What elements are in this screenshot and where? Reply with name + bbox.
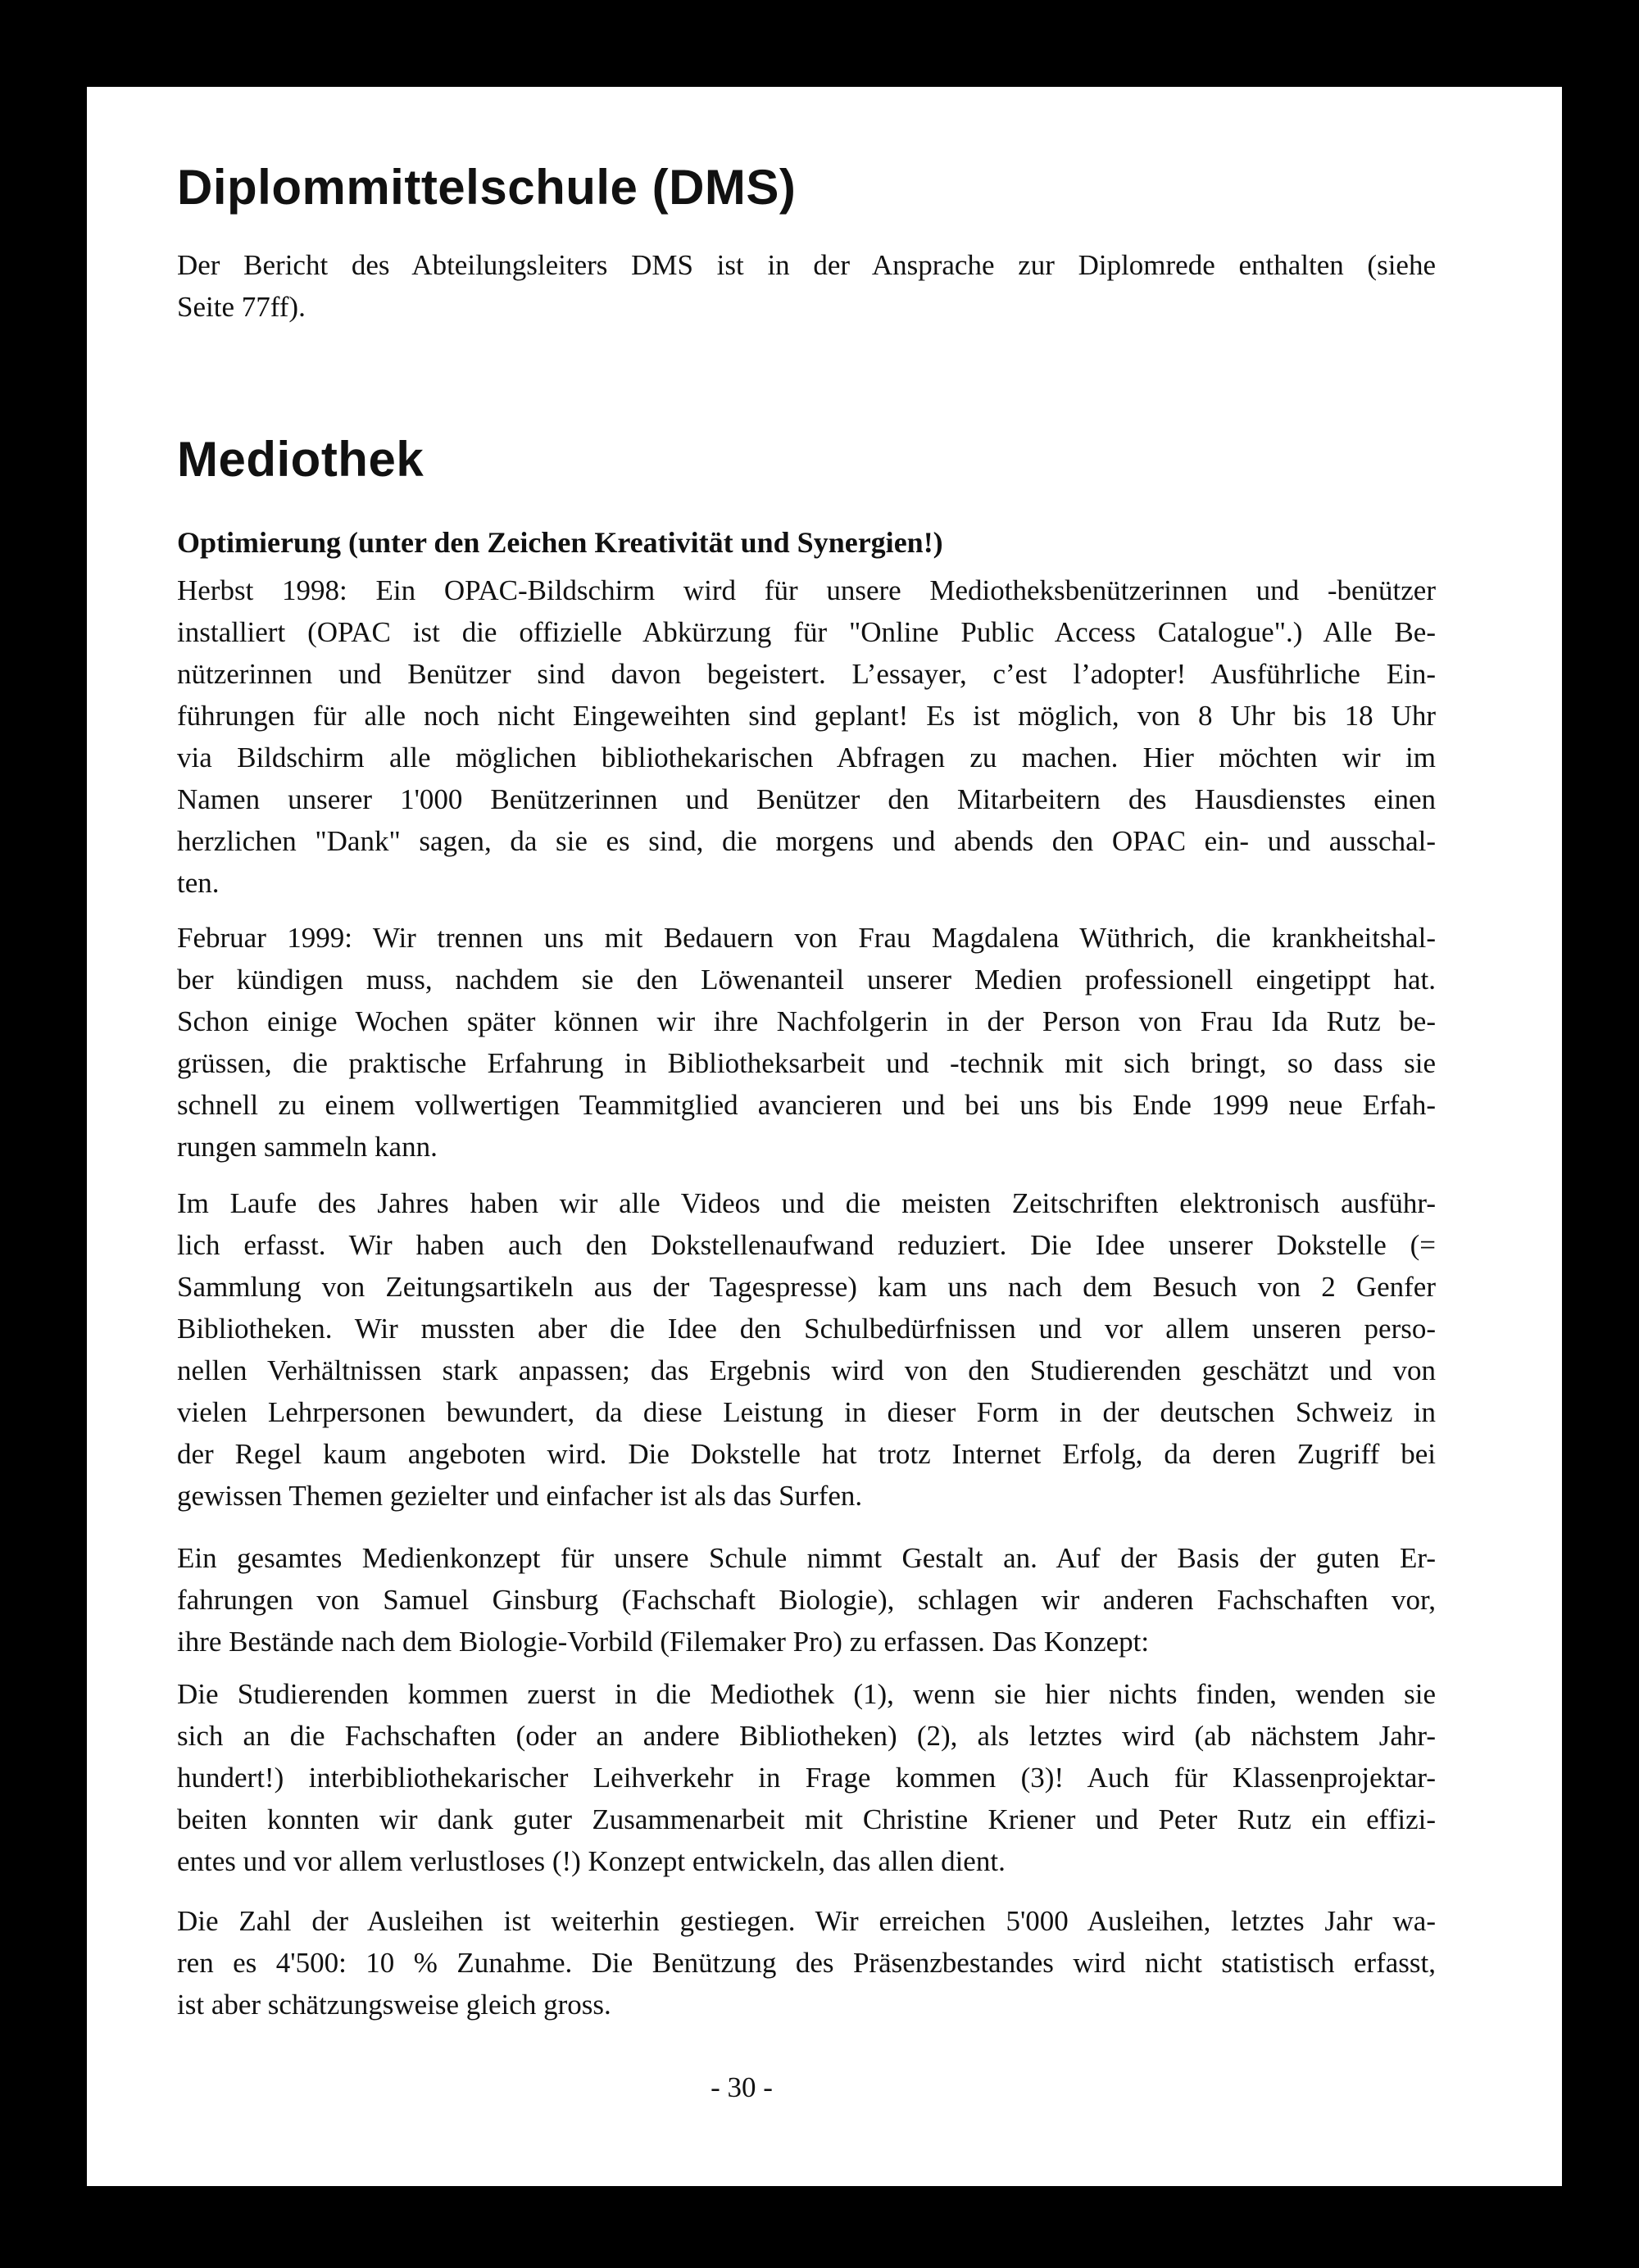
text-line: Schon einige Wochen später können wir ihre Nachfolgerin in der Person von Frau Ida Rutz be- xyxy=(177,1005,1436,1037)
paragraph-studierende xyxy=(177,1673,1436,1882)
paragraph-medienkonzept xyxy=(177,1537,1436,1662)
text-line: hundert!) interbibliothekarischer Leihverkehr in Frage kommen (3)! Auch für Klassenprojektar- xyxy=(177,1762,1436,1794)
text-line: installiert (OPAC ist die offizielle Abkürzung für "Online Public Access Catalogue".) Alle Be- xyxy=(177,616,1436,648)
text-line: Herbst 1998: Ein OPAC-Bildschirm wird für unsere Mediotheksbenützerinnen und -benützer xyxy=(177,574,1436,606)
text-line: Sammlung von Zeitungsartikeln aus der Tagespresse) kam uns nach dem Besuch von 2 Genfer xyxy=(177,1271,1436,1303)
paragraph-herbst xyxy=(177,569,1436,904)
page-number: - 30 - xyxy=(711,2071,773,2103)
text-line: nellen Verhältnissen stark anpassen; das Ergebnis wird von den Studierenden geschätzt und von xyxy=(177,1354,1436,1386)
text-line: vielen Lehrpersonen bewundert, da diese Leistung in dieser Form in der deutschen Schweiz in xyxy=(177,1396,1436,1428)
text-line: Bibliotheken. Wir mussten aber die Idee den Schulbedürfnissen und vor allem unseren perso- xyxy=(177,1313,1436,1345)
text-line: via Bildschirm alle möglichen bibliothekarischen Abfragen zu machen. Hier möchten wir im xyxy=(177,742,1436,773)
heading-dms: Diplommittelschule (DMS) xyxy=(177,160,797,215)
text-line: Februar 1999: Wir trennen uns mit Bedauern von Frau Magdalena Wüthrich, die krankheitshal- xyxy=(177,922,1436,954)
text-line: führungen für alle noch nicht Eingeweihten sind geplant! Es ist möglich, von 8 Uhr bis 18 Uhr xyxy=(177,700,1436,732)
text-line: ist aber schätzungsweise gleich gross. xyxy=(177,1989,611,2021)
text-line: sich an die Fachschaften (oder an andere Bibliotheken) (2), als letztes wird (ab nächstem Jahr- xyxy=(177,1720,1436,1752)
text-line: ren es 4'500: 10 % Zunahme. Die Benützung des Präsenzbestandes wird nicht statistisch erfasst, xyxy=(177,1947,1436,1979)
text-line: Die Zahl der Ausleihen ist weiterhin gestiegen. Wir erreichen 5'000 Ausleihen, letztes Jahr wa- xyxy=(177,1905,1436,1937)
text-line: schnell zu einem vollwertigen Teammitglied avancieren und bei uns bis Ende 1999 neue Erfah- xyxy=(177,1089,1436,1121)
paragraph-februar xyxy=(177,917,1436,1168)
text-line: Seite 77ff). xyxy=(177,291,306,323)
text-line: der Regel kaum angeboten wird. Die Dokstelle hat trotz Internet Erfolg, da deren Zugriff bei xyxy=(177,1438,1436,1470)
text-line: grüssen, die praktische Erfahrung in Bibliotheksarbeit und -technik mit sich bringt, so dass sie xyxy=(177,1047,1436,1079)
text-line: entes und vor allem verlustloses (!) Konzept entwickeln, das allen dient. xyxy=(177,1845,1006,1877)
text-line: ten. xyxy=(177,867,220,899)
text-line: Im Laufe des Jahres haben wir alle Videos und die meisten Zeitschriften elektronisch ausführ- xyxy=(177,1187,1436,1219)
text-line: gewissen Themen gezielter und einfacher ist als das Surfen. xyxy=(177,1480,863,1512)
text-line: herzlichen "Dank" sagen, da sie es sind, die morgens und abends den OPAC ein- und ausschal- xyxy=(177,825,1436,857)
text-line: rungen sammeln kann. xyxy=(177,1131,438,1163)
text-line: ber kündigen muss, nachdem sie den Löwenanteil unserer Medien professionell eingetippt hat. xyxy=(177,964,1436,996)
text-line: Namen unserer 1'000 Benützerinnen und Benützer den Mitarbeitern des Hausdienstes einen xyxy=(177,783,1436,815)
text-line: fahrungen von Samuel Ginsburg (Fachschaft Biologie), schlagen wir anderen Fachschaften vor, xyxy=(177,1584,1436,1616)
text-line: Der Bericht des Abteilungsleiters DMS ist in der Ansprache zur Diplomrede enthalten (siehe xyxy=(177,249,1436,281)
heading-mediothek: Mediothek xyxy=(177,432,425,487)
text-line: Die Studierenden kommen zuerst in die Mediothek (1), wenn sie hier nichts finden, wenden sie xyxy=(177,1678,1436,1710)
text-line: Ein gesamtes Medienkonzept für unsere Schule nimmt Gestalt an. Auf der Basis der guten Er- xyxy=(177,1542,1436,1574)
text-line: beiten konnten wir dank guter Zusammenarbeit mit Christine Kriener und Peter Rutz ein effizi- xyxy=(177,1803,1436,1835)
text-line: lich erfasst. Wir haben auch den Dokstellenaufwand reduziert. Die Idee unserer Dokstelle (= xyxy=(177,1229,1436,1261)
text-line: ihre Bestände nach dem Biologie-Vorbild (Filemaker Pro) zu erfassen. Das Konzept: xyxy=(177,1626,1150,1658)
paragraph-ausleihen xyxy=(177,1900,1436,2025)
document-page xyxy=(87,87,1562,2186)
text-line: nützerinnen und Benützer sind davon begeistert. L’essayer, c’est l’adopter! Ausführliche Ein- xyxy=(177,658,1436,690)
paragraph-laufe xyxy=(177,1182,1436,1517)
intro-paragraph xyxy=(177,244,1436,328)
subheading-optimierung: Optimierung (unter den Zeichen Kreativität und Synergien!) xyxy=(177,526,943,559)
